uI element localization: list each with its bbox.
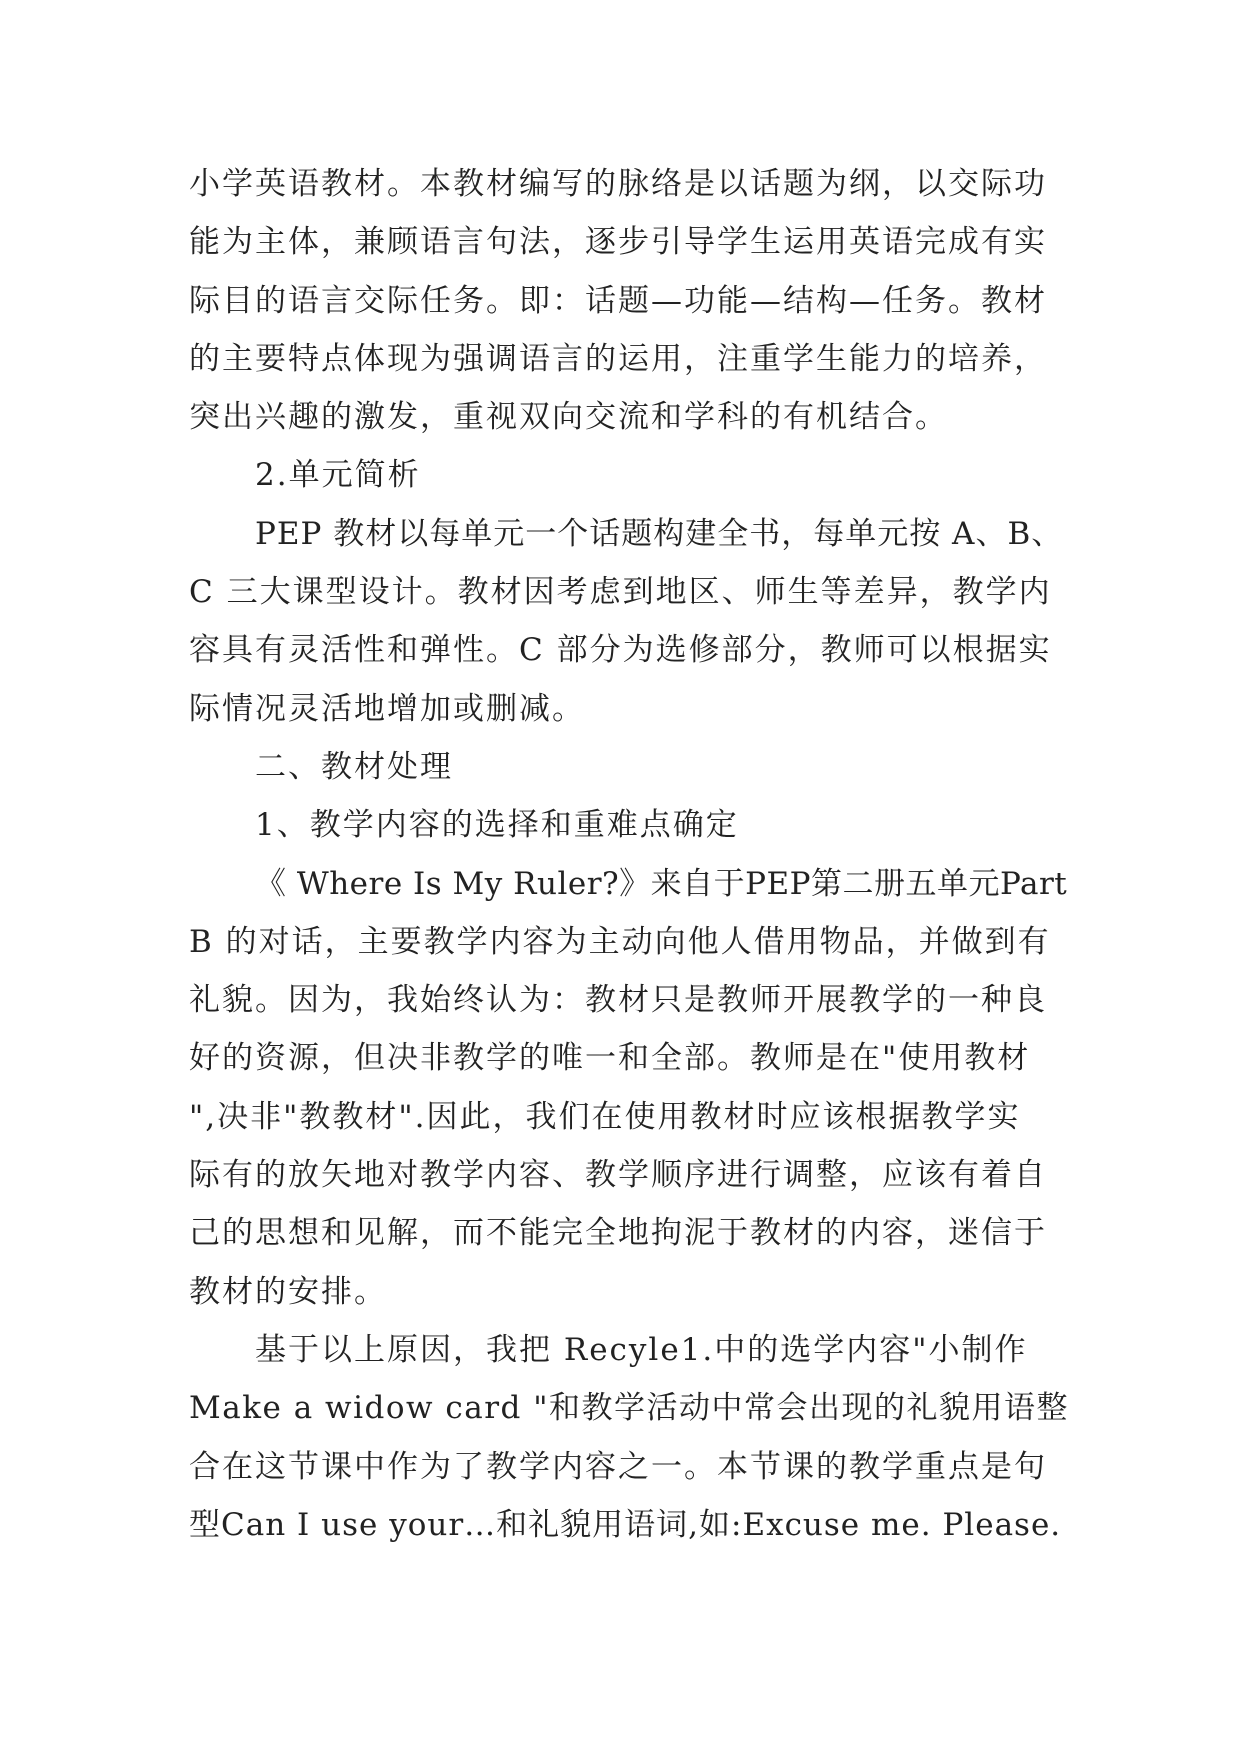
text-line: Make a widow card "和教学活动中常会出现的礼貌用语整 <box>189 1390 1070 1427</box>
text-line: 际目的语言交际任务。即：话题—功能—结构—任务。教材 <box>189 282 1047 319</box>
text-line: PEP 教材以每单元一个话题构建全书，每单元按 A、B、 <box>255 515 1064 552</box>
text-line: 好的资源，但决非教学的唯一和全部。教师是在"使用教材 <box>189 1040 1031 1077</box>
text-line: 基于以上原因，我把 Recyle1.中的选学内容"小制作 <box>255 1331 1028 1368</box>
text-line: 二、教材处理 <box>255 748 453 785</box>
text-line: C 三大课型设计。教材因考虑到地区、师生等差异，教学内 <box>189 574 1052 611</box>
text-line: 1、教学内容的选择和重难点确定 <box>255 807 739 844</box>
text-line: 《 Where Is My Ruler?》来自于PEP第二册五单元Part <box>255 865 1068 902</box>
text-line: 际情况灵活地增加或删减。 <box>189 690 585 727</box>
text-line: 突出兴趣的激发，重视双向交流和学科的有机结合。 <box>189 399 948 436</box>
document-body <box>189 155 1069 1554</box>
text-line: 小学英语教材。本教材编写的脉络是以话题为纲，以交际功 <box>189 166 1047 202</box>
text-line: 容具有灵活性和弹性。C 部分为选修部分，教师可以根据实 <box>189 632 1052 669</box>
text-line: 的主要特点体现为强调语言的运用，注重学生能力的培养， <box>189 340 1047 377</box>
text-line: 能为主体，兼顾语言句法，逐步引导学生运用英语完成有实 <box>189 224 1047 261</box>
text-line: 教材的安排。 <box>189 1273 387 1310</box>
text-line: 型Can I use your…和礼貌用语词,如:Excuse me. Please. <box>189 1506 1062 1543</box>
text-line: 合在这节课中作为了教学内容之一。本节课的教学重点是句 <box>189 1448 1047 1485</box>
text-line: 2.单元简析 <box>255 457 421 494</box>
text-line: B 的对话，主要教学内容为主动向他人借用物品，并做到有 <box>189 923 1051 960</box>
text-line: 际有的放矢地对教学内容、教学顺序进行调整，应该有着自 <box>189 1157 1047 1194</box>
text-line: ",决非"教教材".因此，我们在使用教材时应该根据教学实 <box>189 1098 1021 1135</box>
text-line: 己的思想和见解，而不能完全地拘泥于教材的内容，迷信于 <box>189 1215 1047 1252</box>
text-line: 礼貌。因为，我始终认为：教材只是教师开展教学的一种良 <box>189 982 1047 1019</box>
